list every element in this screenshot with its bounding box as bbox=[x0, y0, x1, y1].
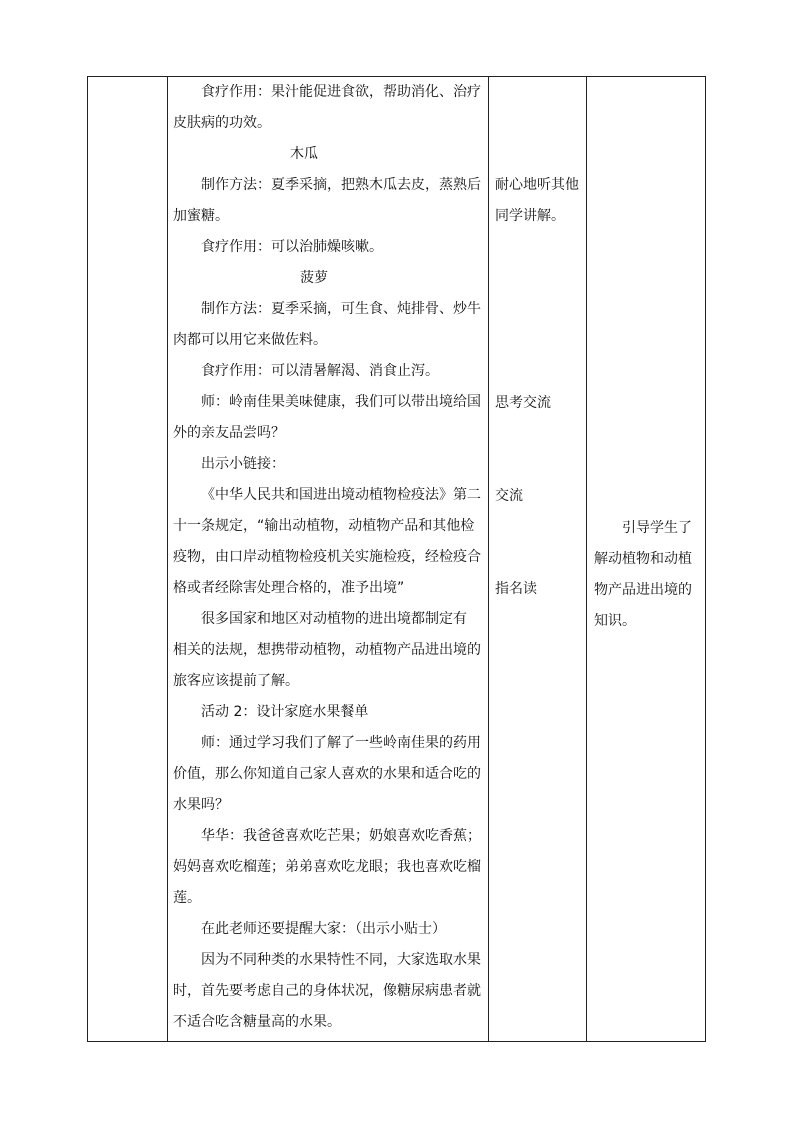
paragraph: 制作方法：夏季采摘，把熟木瓜去皮，蒸熟后 bbox=[201, 177, 481, 193]
student-activity bbox=[495, 574, 587, 605]
design-intent-line: 知识。 bbox=[594, 613, 636, 629]
paragraph: 妈妈喜欢吃榴莲；弟弟喜欢吃龙眼；我也喜欢吃榴 bbox=[173, 859, 481, 875]
design-intent-line: 引导学生了 bbox=[622, 520, 692, 536]
student-activity bbox=[495, 388, 587, 419]
student-activity-column bbox=[495, 170, 587, 232]
paragraph: 外的亲友品尝吗？ bbox=[173, 425, 285, 441]
paragraph: 在此老师还要提醒大家：（出示小贴士） bbox=[201, 921, 446, 937]
paragraph: 水果吗？ bbox=[173, 797, 229, 813]
student-activity-text: 交流 bbox=[495, 488, 523, 504]
paragraph: 十一条规定，“输出动植物，动植物产品和其他检 bbox=[173, 518, 475, 534]
paragraph: 肉都可以用它来做佐料。 bbox=[173, 332, 327, 348]
paragraph: 因为不同种类的水果特性不同，大家选取水果 bbox=[201, 952, 481, 968]
column-divider bbox=[488, 77, 489, 1041]
paragraph: 师：通过学习我们了解了一些岭南佳果的药用 bbox=[201, 735, 481, 751]
fruit-heading: 菠萝 bbox=[300, 270, 328, 286]
paragraph: 食疗作用：果汁能促进食欲，帮助消化、治疗 bbox=[201, 84, 481, 100]
student-activity: 同学讲解。 bbox=[495, 208, 565, 224]
paragraph: 价值，那么你知道自己家人喜欢的水果和适合吃的 bbox=[173, 766, 481, 782]
student-activity bbox=[495, 481, 587, 512]
fruit-heading: 木瓜 bbox=[290, 146, 318, 162]
design-intent-line: 解动植物和动植 bbox=[594, 551, 692, 567]
paragraph: 华华：我爸爸喜欢吃芒果；奶娘喜欢吃香蕉； bbox=[201, 828, 481, 844]
column-divider bbox=[167, 77, 168, 1041]
paragraph: 旅客应该提前了解。 bbox=[173, 673, 299, 689]
paragraph: 制作方法：夏季采摘，可生食、炖排骨、炒牛 bbox=[201, 301, 481, 317]
paragraph: 食疗作用：可以清暑解渴、消食止泻。 bbox=[201, 363, 439, 379]
paragraph: 活动 2：设计家庭水果餐单 bbox=[201, 704, 369, 720]
student-activity-text: 指名读 bbox=[495, 581, 537, 597]
paragraph: 《中华人民共和国进出境动植物检疫法》第二 bbox=[201, 487, 481, 503]
paragraph: 莲。 bbox=[173, 890, 201, 906]
student-activity-text: 思考交流 bbox=[495, 395, 551, 411]
paragraph: 格或者经除害处理合格的，准予出境” bbox=[173, 580, 405, 596]
paragraph: 相关的法规，想携带动植物，动植物产品进出境的 bbox=[173, 642, 481, 658]
paragraph: 加蜜糖。 bbox=[173, 208, 229, 224]
paragraph: 师：岭南佳果美味健康，我们可以带出境给国 bbox=[201, 394, 481, 410]
student-activity: 耐心地听其他 bbox=[495, 177, 579, 193]
design-intent-line: 物产品进出境的 bbox=[594, 582, 692, 598]
content-column bbox=[173, 77, 485, 1038]
paragraph: 疫物，由口岸动植物检疫机关实施检疫，经检疫合 bbox=[173, 549, 481, 565]
design-intent-column bbox=[594, 513, 704, 637]
paragraph: 皮肤病的功效。 bbox=[173, 115, 271, 131]
paragraph: 很多国家和地区对动植物的进出境都制定有 bbox=[201, 611, 467, 627]
paragraph: 不适合吃含糖量高的水果。 bbox=[173, 1014, 341, 1030]
paragraph: 时，首先要考虑自己的身体状况，像糖尿病患者就 bbox=[173, 983, 481, 999]
paragraph: 出示小链接： bbox=[201, 456, 285, 472]
paragraph: 食疗作用：可以治肺燥咳嗽。 bbox=[201, 239, 383, 255]
